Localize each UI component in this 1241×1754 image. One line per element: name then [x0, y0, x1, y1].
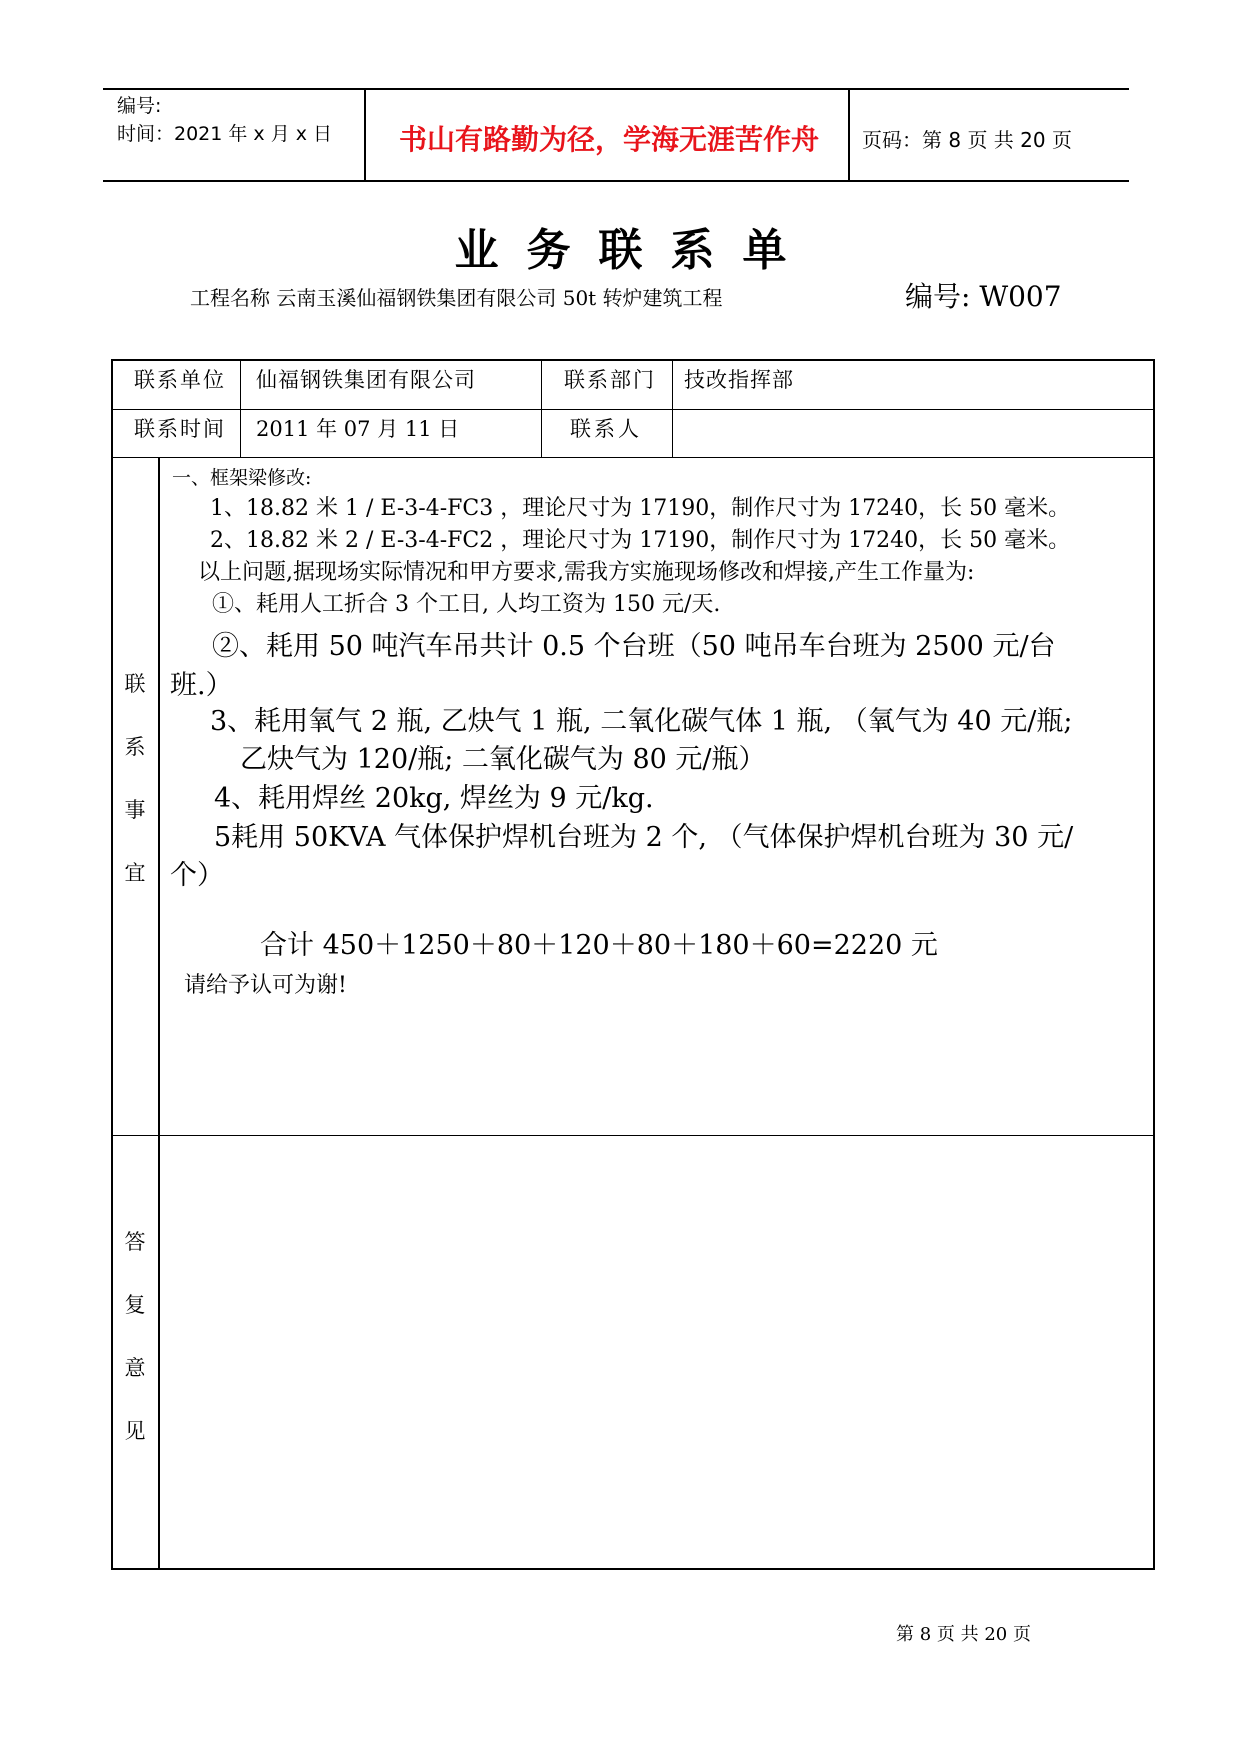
reply-label-char: 见: [124, 1419, 146, 1443]
matters-line-5: ①、耗用人工折合 3 个工日, 人均工资为 150 元/天.: [212, 592, 721, 617]
contact-dept-label: 联系部门: [564, 368, 656, 392]
matters-line-11: 5耗用 50KVA 气体保护焊机台班为 2 个, （气体保护焊机台班为 30 元/: [214, 822, 1074, 853]
matters-line-12: 个）: [170, 860, 224, 891]
document-number: 编号: W007: [905, 280, 1062, 313]
table-row-divider-2: [111, 457, 1155, 458]
reply-label-char: 答: [124, 1230, 146, 1254]
contact-unit-value: 仙福钢铁集团有限公司: [256, 368, 476, 392]
matters-line-9: 乙炔气为 120/瓶; 二氧化碳气为 80 元/瓶）: [240, 744, 766, 775]
table-row-divider-1: [111, 409, 1155, 410]
matters-label-char: 宜: [124, 861, 146, 885]
header-page-label: 页码：第 8 页 共 20 页: [862, 128, 1072, 152]
matters-closing: 请给予认可为谢!: [184, 973, 347, 998]
table-left-border: [111, 359, 113, 1570]
table-col-divider-b: [541, 359, 542, 458]
table-right-border: [1153, 359, 1155, 1570]
matters-line-4: 以上问题,据现场实际情况和甲方要求,需我方实施现场修改和焊接,产生工作量为:: [198, 560, 975, 585]
table-col-divider-a: [240, 359, 241, 458]
matters-line-7: 班.）: [170, 670, 233, 701]
table-top-border: [111, 359, 1155, 361]
header-motto: 书山有路勤为径，学海无涯苦作舟: [398, 123, 819, 156]
matters-label-char: 事: [124, 798, 146, 822]
table-col-divider-c: [672, 359, 673, 458]
reply-label-char: 复: [124, 1293, 146, 1317]
reply-label: [115, 1226, 155, 1478]
matters-line-3: 2、18.82 米 2 / E-3-4-FC2 ，理论尺寸为 17190，制作尺寸为 17240，长 50 毫米。: [210, 528, 1071, 553]
table-bottom-border: [111, 1568, 1155, 1570]
footer-page-number: 第 8 页 共 20 页: [896, 1624, 1031, 1645]
contact-person-label: 联系人: [570, 417, 642, 441]
matters-line-8: 3、耗用氧气 2 瓶, 乙炔气 1 瓶, 二氧化碳气体 1 瓶, （氧气为 40 元/瓶;: [210, 706, 1073, 737]
project-name: 工程名称 云南玉溪仙福钢铁集团有限公司 50t 转炉建筑工程: [190, 286, 723, 310]
matters-label-char: 系: [124, 735, 146, 759]
table-row-divider-3: [111, 1135, 1155, 1136]
matters-line-6: ②、耗用 50 吨汽车吊共计 0.5 个台班（50 吨吊车台班为 2500 元/台: [212, 631, 1056, 662]
contact-dept-value: 技改指挥部: [684, 368, 794, 392]
table-label-column-divider: [158, 457, 160, 1570]
contact-time-label: 联系时间: [134, 417, 226, 441]
contact-time-value: 2011 年 07 月 11 日: [256, 417, 460, 441]
reply-label-char: 意: [124, 1356, 146, 1380]
matters-line-1: 一、框架梁修改:: [172, 467, 312, 489]
contact-unit-label: 联系单位: [134, 368, 226, 392]
header-top-rule: [103, 88, 1129, 90]
matters-line-2: 1、18.82 米 1 / E-3-4-FC3 ，理论尺寸为 17190，制作尺寸为 17240，长 50 毫米。: [210, 496, 1071, 521]
header-bottom-rule: [103, 180, 1129, 182]
matters-total: 合计 450＋1250＋80＋120＋80＋180＋60=2220 元: [260, 930, 938, 961]
matters-line-10: 4、耗用焊丝 20kg, 焊丝为 9 元/kg.: [214, 783, 654, 814]
header-time-label: 时间：2021 年 x 月 x 日: [117, 123, 333, 145]
matters-label: [115, 668, 155, 920]
document-title: 业务联系单: [454, 225, 815, 276]
header-number-label: 编号:: [117, 95, 162, 117]
matters-label-char: 联: [124, 672, 146, 696]
header-meta: [117, 92, 367, 148]
